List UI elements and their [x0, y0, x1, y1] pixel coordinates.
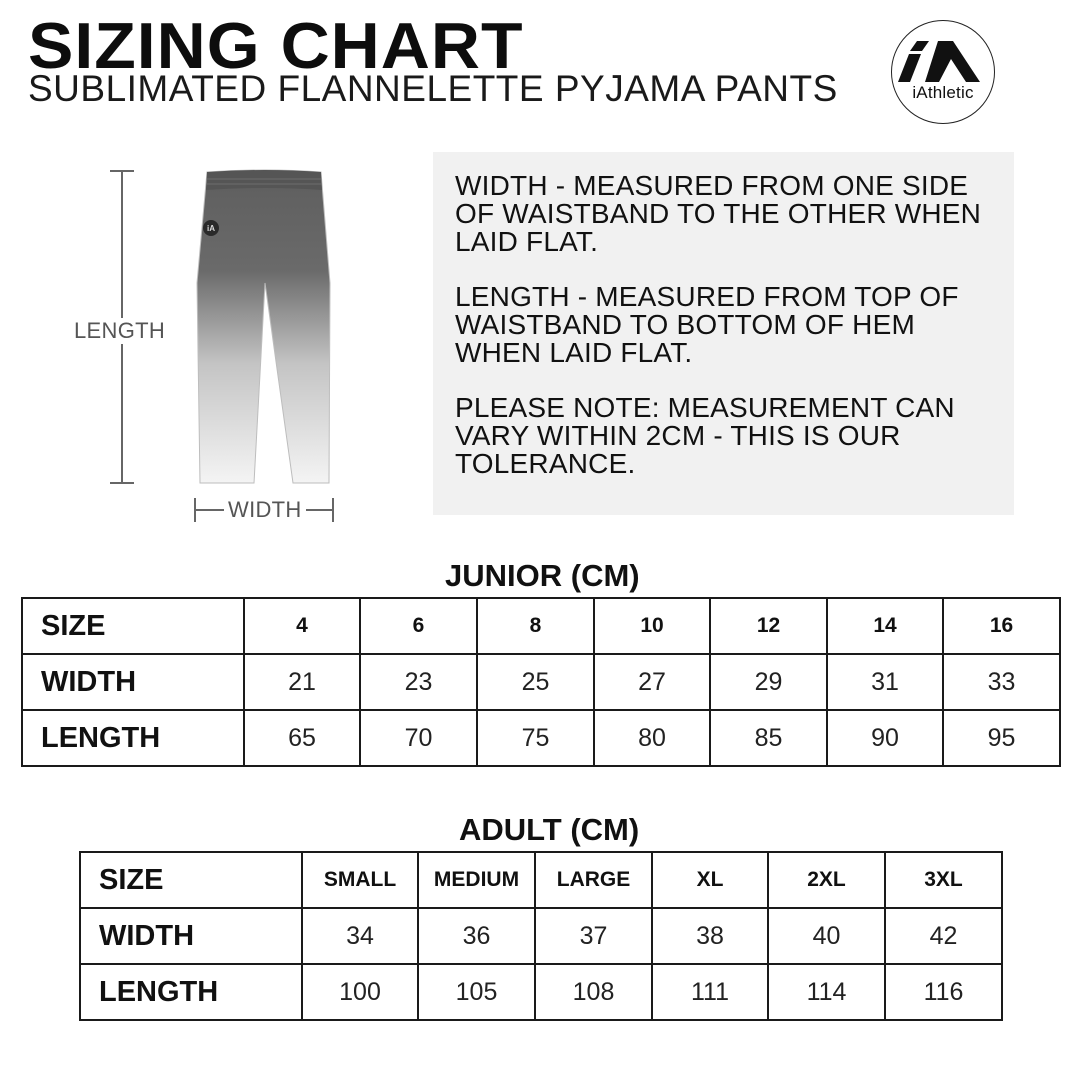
row-header-length: LENGTH [80, 964, 302, 1020]
length-cell: 85 [710, 710, 827, 766]
width-cell: 31 [827, 654, 943, 710]
page-title: SIZING CHART [28, 10, 524, 83]
size-cell: 6 [360, 598, 477, 654]
width-cell: 36 [418, 908, 535, 964]
size-cell: 12 [710, 598, 827, 654]
table-row [22, 598, 1060, 654]
junior-size-table [21, 597, 1061, 767]
width-note: WIDTH - MEASURED FROM ONE SIDE OF WAISTBAND TO THE OTHER WHEN LAID FLAT. [455, 170, 982, 257]
pants-waistband [206, 170, 322, 190]
row-header-width: WIDTH [22, 654, 244, 710]
pyjama-pants-icon [190, 165, 340, 490]
row-header-size: SIZE [22, 598, 244, 654]
length-cell: 75 [477, 710, 594, 766]
length-cell: 114 [768, 964, 885, 1020]
size-cell: SMALL [302, 852, 418, 908]
table-row [80, 908, 1002, 964]
size-cell: 4 [244, 598, 360, 654]
size-cell: MEDIUM [418, 852, 535, 908]
size-cell: 16 [943, 598, 1060, 654]
pants-body [197, 170, 330, 483]
measurement-info-panel [433, 152, 1014, 515]
width-cell: 37 [535, 908, 652, 964]
length-cell: 116 [885, 964, 1002, 1020]
size-cell: 14 [827, 598, 943, 654]
table-row [22, 654, 1060, 710]
width-cell: 34 [302, 908, 418, 964]
width-cell: 25 [477, 654, 594, 710]
row-header-length: LENGTH [22, 710, 244, 766]
length-cell: 105 [418, 964, 535, 1020]
tolerance-note: PLEASE NOTE: MEASUREMENT CAN VARY WITHIN 2CM - THIS IS OUR TOLERANCE. [455, 392, 955, 479]
length-cell: 111 [652, 964, 768, 1020]
table-row [80, 852, 1002, 908]
table-row [22, 710, 1060, 766]
width-label: WIDTH [224, 497, 306, 523]
length-note: LENGTH - MEASURED FROM TOP OF WAISTBAND TO BOTTOM OF HEM WHEN LAID FLAT. [455, 281, 959, 368]
length-cell: 80 [594, 710, 710, 766]
row-header-size: SIZE [80, 852, 302, 908]
size-cell: 8 [477, 598, 594, 654]
size-cell: LARGE [535, 852, 652, 908]
length-cell: 100 [302, 964, 418, 1020]
length-label: LENGTH [74, 318, 166, 343]
length-cell: 95 [943, 710, 1060, 766]
page-subtitle: SUBLIMATED FLANNELETTE PYJAMA PANTS [28, 68, 838, 109]
size-cell: XL [652, 852, 768, 908]
adult-table-title: ADULT (CM) [459, 812, 640, 847]
size-cell: 10 [594, 598, 710, 654]
width-cell: 29 [710, 654, 827, 710]
table-row [80, 964, 1002, 1020]
width-cell: 21 [244, 654, 360, 710]
width-cell: 42 [885, 908, 1002, 964]
width-cell: 40 [768, 908, 885, 964]
size-cell: 2XL [768, 852, 885, 908]
length-cell: 90 [827, 710, 943, 766]
width-cell: 38 [652, 908, 768, 964]
width-cell: 33 [943, 654, 1060, 710]
width-cell: 27 [594, 654, 710, 710]
adult-size-table [79, 851, 1003, 1021]
width-cell: 23 [360, 654, 477, 710]
length-cell: 65 [244, 710, 360, 766]
row-header-width: WIDTH [80, 908, 302, 964]
length-cell: 70 [360, 710, 477, 766]
logo-wordmark: iAthletic [912, 83, 974, 102]
junior-table-title: JUNIOR (CM) [445, 558, 640, 593]
length-cell: 108 [535, 964, 652, 1020]
svg-text:iA: iA [207, 224, 215, 233]
size-cell: 3XL [885, 852, 1002, 908]
